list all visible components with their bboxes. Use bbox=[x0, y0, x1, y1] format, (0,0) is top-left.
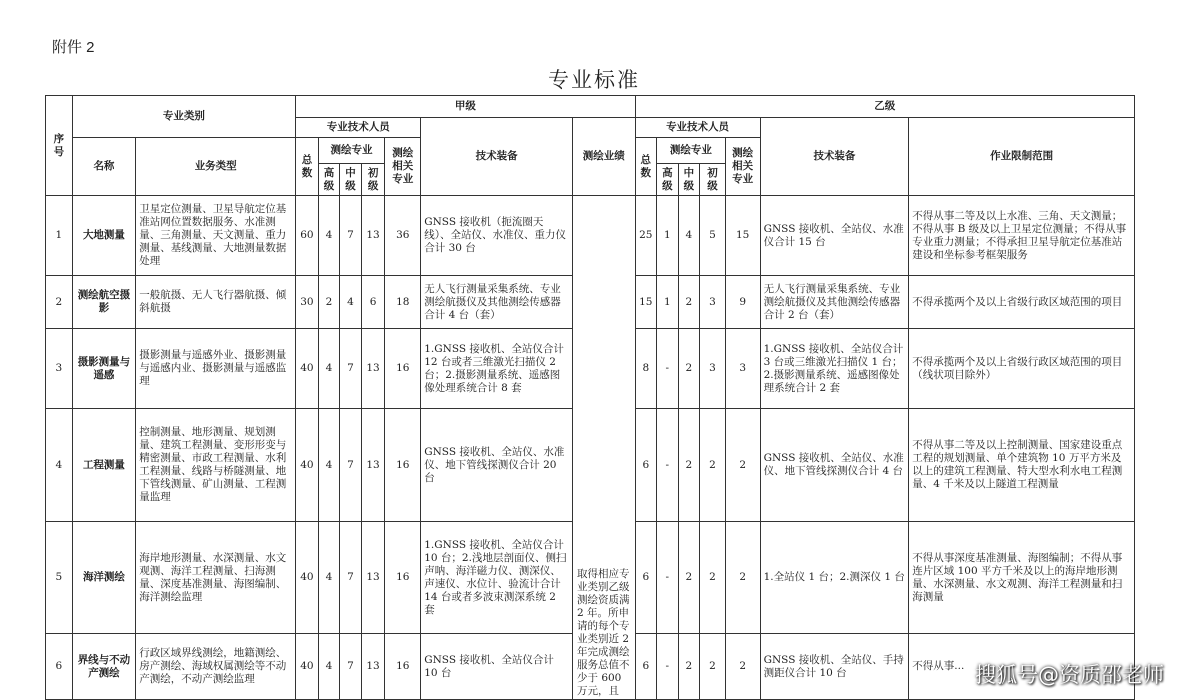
yi-junior-header: 初级 bbox=[700, 164, 726, 196]
jia-total-header: 总数 bbox=[296, 138, 319, 196]
row-a-total: 40 bbox=[296, 634, 319, 700]
row-a-related: 16 bbox=[385, 522, 421, 634]
row-seq: 5 bbox=[46, 522, 73, 634]
row-b-total: 6 bbox=[635, 522, 657, 634]
seq-header: 序号 bbox=[46, 96, 73, 196]
row-b-middle: 2 bbox=[678, 409, 700, 522]
category-header: 专业类别 bbox=[72, 96, 296, 138]
row-a-junior: 13 bbox=[361, 409, 385, 522]
performance-cell: 取得相应专业类别乙级测绘资质满 2 年。所申请的每个专业类别近 2 年完成测绘服务总值不少于 600 万元，且 bbox=[572, 196, 635, 700]
yi-equipment-header: 技术装备 bbox=[760, 118, 909, 196]
row-b-senior: - bbox=[657, 634, 679, 700]
row-b-junior: 5 bbox=[700, 196, 726, 276]
row-a-junior: 13 bbox=[361, 634, 385, 700]
table-row bbox=[46, 196, 1135, 276]
row-b-senior: 1 bbox=[657, 276, 679, 329]
jia-staff-header: 专业技术人员 bbox=[296, 118, 421, 138]
row-b-equipment: 1.全站仪 1 台；2.测深仪 1 台 bbox=[760, 522, 909, 634]
row-a-middle: 7 bbox=[340, 409, 362, 522]
row-a-middle: 7 bbox=[340, 634, 362, 700]
row-b-middle: 4 bbox=[678, 196, 700, 276]
row-b-junior: 3 bbox=[700, 329, 726, 409]
row-a-middle: 7 bbox=[340, 522, 362, 634]
row-a-equipment: GNSS 接收机、全站仪合计 10 台 bbox=[421, 634, 573, 700]
jia-senior-header: 高级 bbox=[318, 164, 340, 196]
row-b-equipment: GNSS 接收机、全站仪、手持测距仪合计 10 台 bbox=[760, 634, 909, 700]
row-seq: 3 bbox=[46, 329, 73, 409]
jia-related-header: 测绘相关专业 bbox=[385, 138, 421, 196]
yi-middle-header: 中级 bbox=[678, 164, 700, 196]
row-a-equipment: 1.GNSS 接收机、全站仪合计 12 台或者三维激光扫描仪 2 台；2.摄影测量系统、遥感图像处理系统合计 8 套 bbox=[421, 329, 573, 409]
row-a-junior: 6 bbox=[361, 276, 385, 329]
row-a-junior: 13 bbox=[361, 522, 385, 634]
row-name: 摄影测量与遥感 bbox=[72, 329, 136, 409]
row-a-middle: 4 bbox=[340, 276, 362, 329]
performance-header: 测绘业绩 bbox=[572, 118, 635, 196]
row-b-junior: 2 bbox=[700, 522, 726, 634]
row-b-junior: 3 bbox=[700, 276, 726, 329]
jia-major-header: 测绘专业 bbox=[318, 138, 385, 164]
watermark: 搜狐号@资质邵老师 bbox=[975, 663, 1164, 687]
row-scope: 不得从事二等及以上水准、三角、天文测量；不得从事 B 级及以上卫星定位测量；不得从事专业重力测量；不得承担卫星导航定位基准站建设和坐标参考框架服务 bbox=[909, 196, 1135, 276]
row-scope: 不得承揽两个及以上省级行政区域范围的项目（线状项目除外） bbox=[909, 329, 1135, 409]
row-a-total: 40 bbox=[296, 409, 319, 522]
row-a-total: 60 bbox=[296, 196, 319, 276]
page-title: 专业标准 bbox=[548, 68, 640, 92]
row-b-senior: - bbox=[657, 409, 679, 522]
row-a-equipment: GNSS 接收机（扼流圈天线）、全站仪、水准仪、重力仪合计 30 台 bbox=[421, 196, 573, 276]
jia-equipment-header: 技术装备 bbox=[421, 118, 573, 196]
row-b-related: 9 bbox=[725, 276, 760, 329]
row-b-senior: 1 bbox=[657, 196, 679, 276]
yi-related-header: 测绘相关专业 bbox=[725, 138, 760, 196]
row-a-total: 40 bbox=[296, 522, 319, 634]
row-seq: 2 bbox=[46, 276, 73, 329]
standards-table bbox=[45, 95, 1135, 700]
row-scope: 不得从事二等及以上控制测量、国家建设重点工程的规划测量、单个建筑物 10 万平方米及以上的建筑工程测量、特大型水利水电工程测量、4 千米及以上隧道工程测量 bbox=[909, 409, 1135, 522]
row-a-senior: 2 bbox=[318, 276, 340, 329]
row-b-middle: 2 bbox=[678, 329, 700, 409]
row-business: 控制测量、地形测量、规划测量、建筑工程测量、变形形变与精密测量、市政工程测量、水利工程测量、线路与桥隧测量、地下管线测量、矿山测量、工程测量监理 bbox=[136, 409, 296, 522]
attachment-label: 附件 2 bbox=[52, 39, 95, 56]
row-b-total: 25 bbox=[635, 196, 657, 276]
row-scope: 不得从事... bbox=[909, 634, 1135, 700]
row-a-related: 16 bbox=[385, 409, 421, 522]
row-business: 卫星定位测量、卫星导航定位基准站网位置数据服务、水准测量、三角测量、天文测量、重力测量、基线测量、大地测量数据处理 bbox=[136, 196, 296, 276]
jia-header: 甲级 bbox=[296, 96, 635, 118]
yi-major-header: 测绘专业 bbox=[657, 138, 726, 164]
row-name: 界线与不动产测绘 bbox=[72, 634, 136, 700]
yi-header: 乙级 bbox=[635, 96, 1134, 118]
row-name: 测绘航空摄影 bbox=[72, 276, 136, 329]
row-b-senior: - bbox=[657, 522, 679, 634]
row-b-junior: 2 bbox=[700, 409, 726, 522]
row-b-total: 15 bbox=[635, 276, 657, 329]
row-scope: 不得从事深度基准测量、海图编制；不得从事连片区域 100 平方千米及以上的海岸地形测量、水深测量、水文观测、海洋工程测量和扫海测量 bbox=[909, 522, 1135, 634]
yi-total-header: 总数 bbox=[635, 138, 657, 196]
row-a-middle: 7 bbox=[340, 329, 362, 409]
row-a-equipment: GNSS 接收机、全站仪、水准仪、地下管线探测仪合计 20 台 bbox=[421, 409, 573, 522]
row-a-senior: 4 bbox=[318, 196, 340, 276]
row-b-senior: - bbox=[657, 329, 679, 409]
row-seq: 4 bbox=[46, 409, 73, 522]
row-a-senior: 4 bbox=[318, 409, 340, 522]
row-seq: 6 bbox=[46, 634, 73, 700]
row-name: 大地测量 bbox=[72, 196, 136, 276]
business-type-header: 业务类型 bbox=[136, 138, 296, 196]
yi-staff-header: 专业技术人员 bbox=[635, 118, 760, 138]
row-a-related: 16 bbox=[385, 634, 421, 700]
row-business: 行政区域界线测绘，地籍测绘、房产测绘、海域权属测绘等不动产测绘，不动产测绘监理 bbox=[136, 634, 296, 700]
row-a-junior: 13 bbox=[361, 196, 385, 276]
row-seq: 1 bbox=[46, 196, 73, 276]
row-b-middle: 2 bbox=[678, 276, 700, 329]
row-b-related: 3 bbox=[725, 329, 760, 409]
row-a-related: 18 bbox=[385, 276, 421, 329]
row-a-related: 36 bbox=[385, 196, 421, 276]
row-b-middle: 2 bbox=[678, 522, 700, 634]
row-a-senior: 4 bbox=[318, 522, 340, 634]
row-b-total: 8 bbox=[635, 329, 657, 409]
row-business: 海岸地形测量、水深测量、水文观测、海洋工程测量、扫海测量、深度基准测量、海图编制、海洋测绘监理 bbox=[136, 522, 296, 634]
row-b-related: 15 bbox=[725, 196, 760, 276]
row-a-related: 16 bbox=[385, 329, 421, 409]
row-b-junior: 2 bbox=[700, 634, 726, 700]
yi-senior-header: 高级 bbox=[657, 164, 679, 196]
row-a-equipment: 1.GNSS 接收机、全站仪合计 10 台；2.浅地层剖面仪、侧扫声呐、海洋磁力仪、测深仪、声速仪、水位计、验流计合计 14 台或者多波束测深系统 2 套 bbox=[421, 522, 573, 634]
row-a-junior: 13 bbox=[361, 329, 385, 409]
row-b-equipment: GNSS 接收机、全站仪、水准仪、地下管线探测仪合计 4 台 bbox=[760, 409, 909, 522]
row-name: 海洋测绘 bbox=[72, 522, 136, 634]
row-name: 工程测量 bbox=[72, 409, 136, 522]
row-a-equipment: 无人飞行测量采集系统、专业测绘航摄仪及其他测绘传感器合计 4 台（套） bbox=[421, 276, 573, 329]
row-a-senior: 4 bbox=[318, 634, 340, 700]
row-b-total: 6 bbox=[635, 634, 657, 700]
row-b-related: 2 bbox=[725, 409, 760, 522]
scope-header: 作业限制范围 bbox=[909, 118, 1135, 196]
name-header: 名称 bbox=[72, 138, 136, 196]
row-business: 摄影测量与遥感外业、摄影测量与遥感内业、摄影测量与遥感监理 bbox=[136, 329, 296, 409]
row-a-middle: 7 bbox=[340, 196, 362, 276]
row-a-total: 40 bbox=[296, 329, 319, 409]
row-business: 一般航摄、无人飞行器航摄、倾斜航摄 bbox=[136, 276, 296, 329]
row-b-middle: 2 bbox=[678, 634, 700, 700]
jia-middle-header: 中级 bbox=[340, 164, 362, 196]
row-scope: 不得承揽两个及以上省级行政区域范围的项目 bbox=[909, 276, 1135, 329]
row-b-related: 2 bbox=[725, 522, 760, 634]
row-a-senior: 4 bbox=[318, 329, 340, 409]
row-a-total: 30 bbox=[296, 276, 319, 329]
row-b-related: 2 bbox=[725, 634, 760, 700]
row-b-equipment: GNSS 接收机、全站仪、水准仪合计 15 台 bbox=[760, 196, 909, 276]
row-b-total: 6 bbox=[635, 409, 657, 522]
row-b-equipment: 无人飞行测量采集系统、专业测绘航摄仪及其他测绘传感器合计 2 台（套） bbox=[760, 276, 909, 329]
jia-junior-header: 初级 bbox=[361, 164, 385, 196]
row-b-equipment: 1.GNSS 接收机、全站仪合计 3 台或三维激光扫描仪 1 台；2.摄影测量系统、遥感图像处理系统合计 2 套 bbox=[760, 329, 909, 409]
